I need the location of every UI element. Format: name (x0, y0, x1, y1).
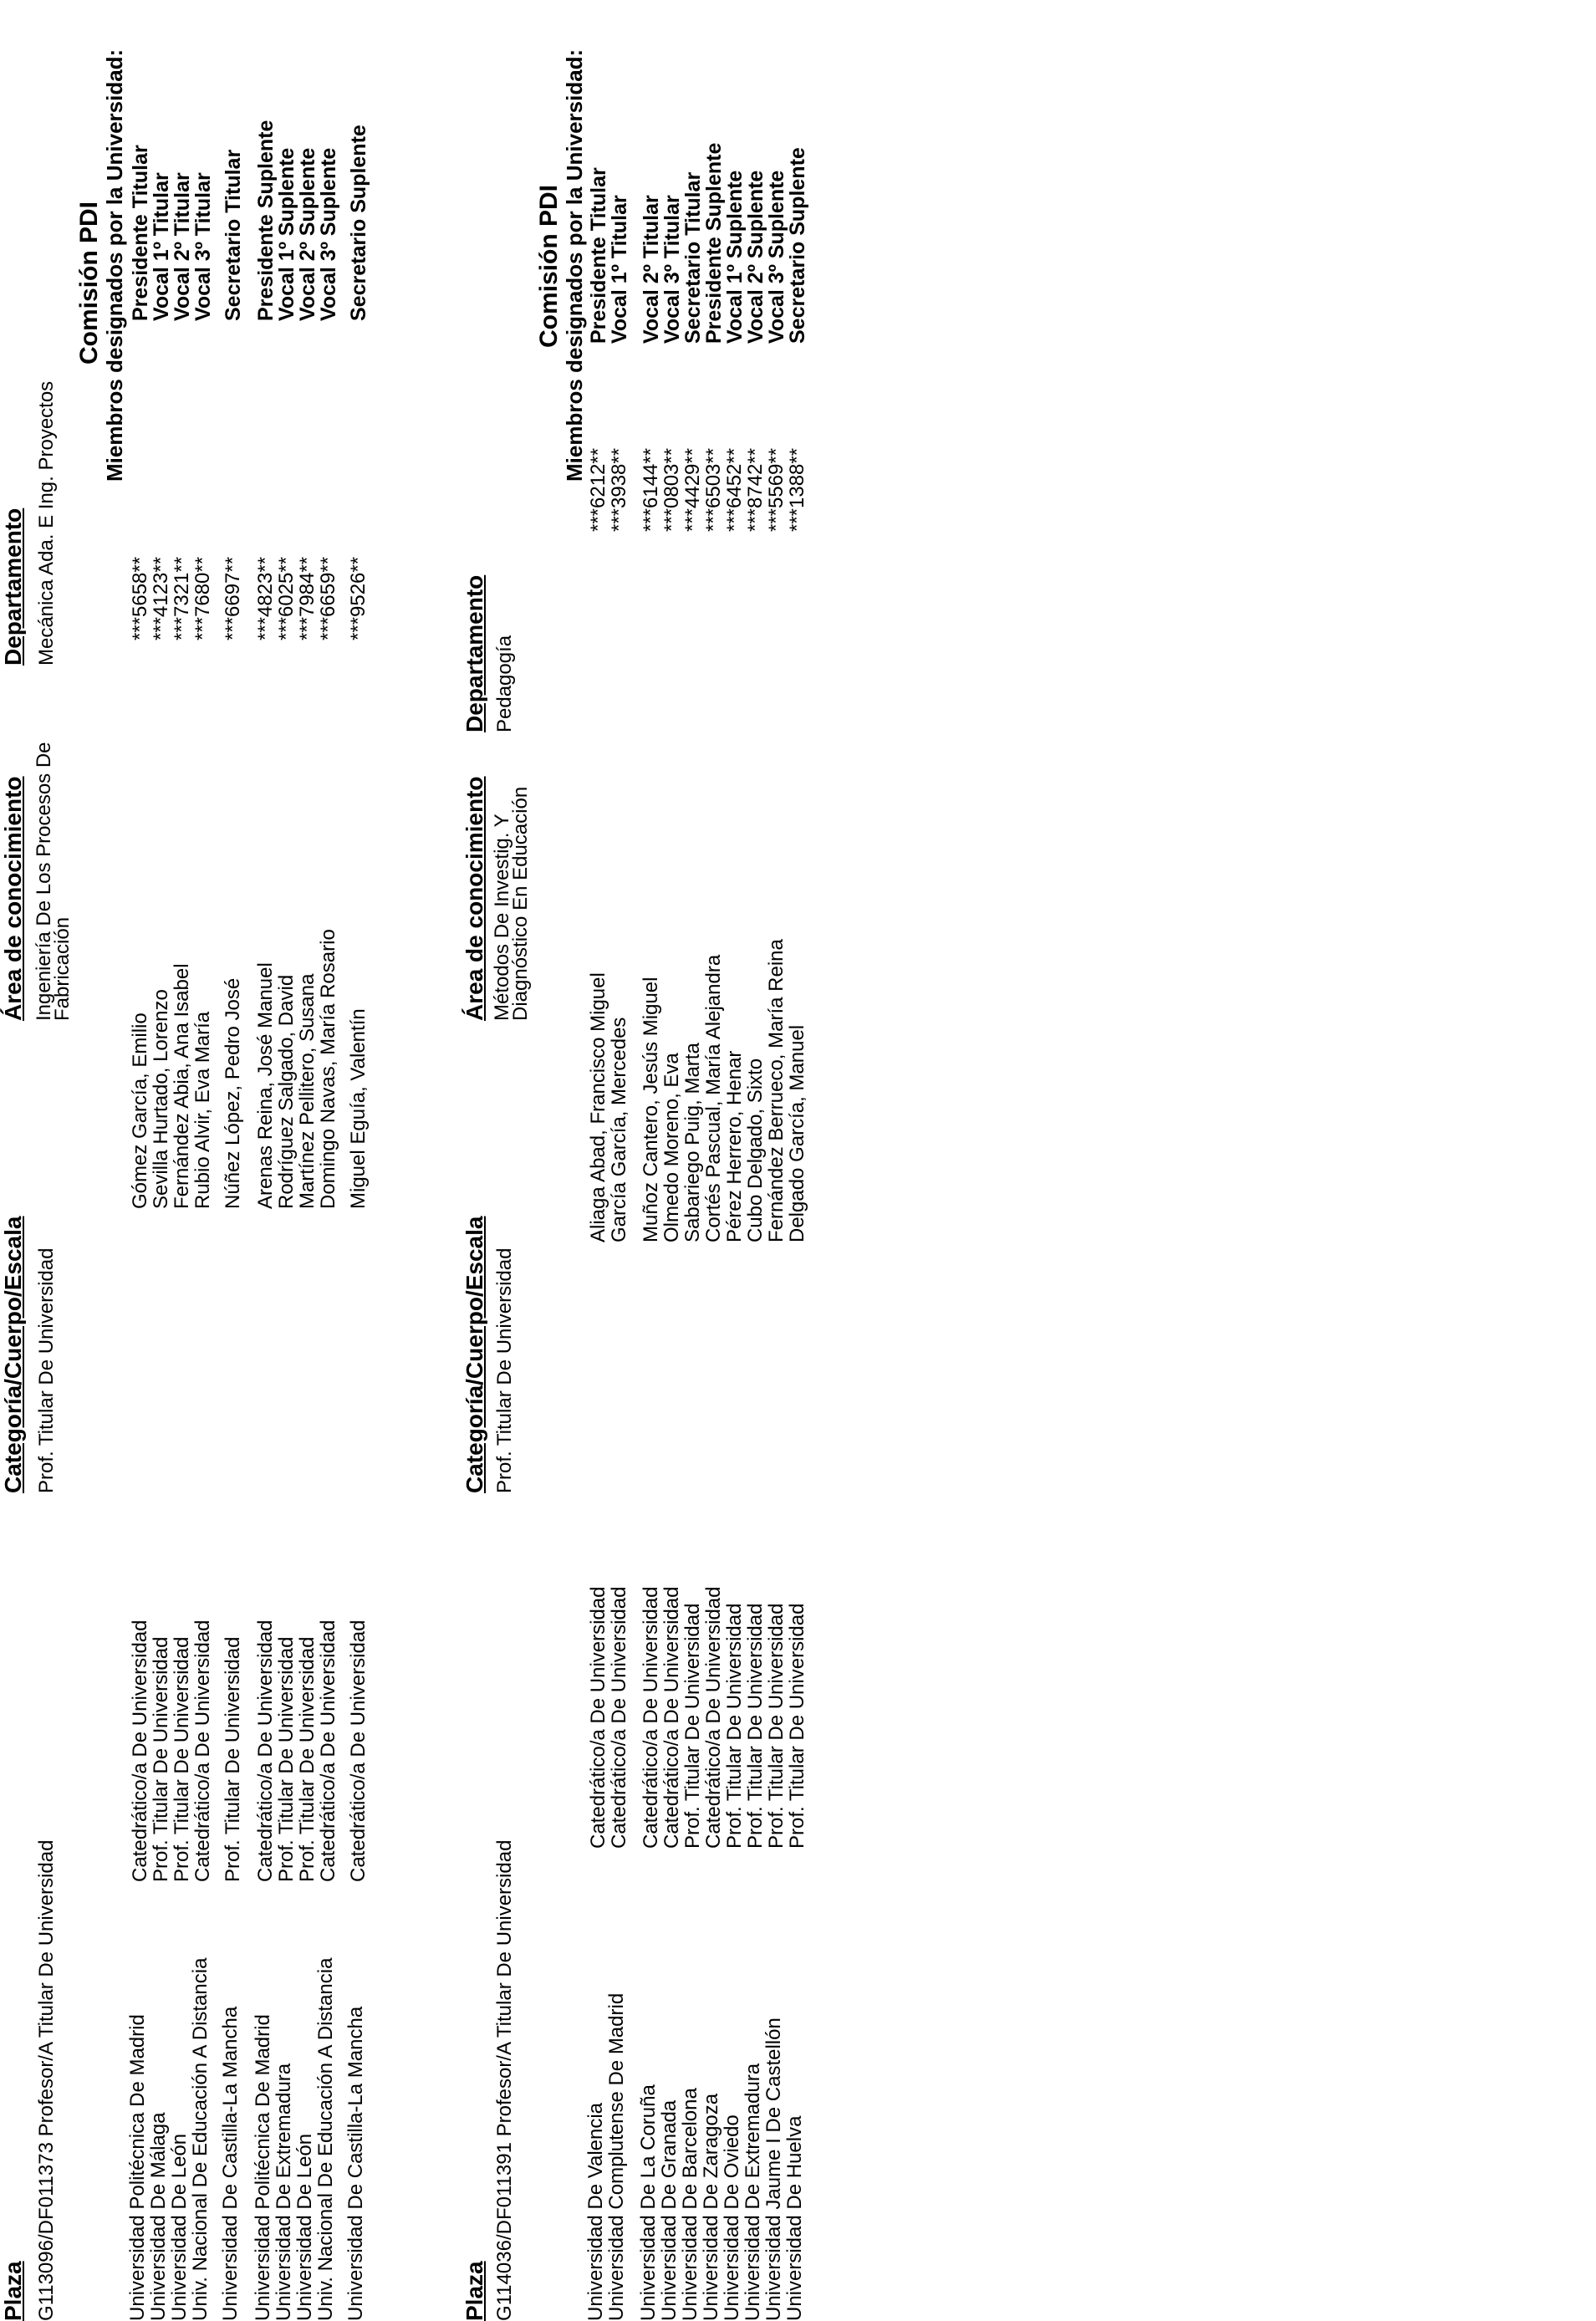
member-category: Catedrático/a De Universidad (347, 1620, 370, 1882)
plaza-header: Plaza (461, 2261, 487, 2321)
member-university: Universidad De Extremadura (273, 2063, 295, 2321)
member-category: Prof. Titular De Universidad (765, 1603, 788, 1849)
member-id: ***6025** (275, 556, 298, 640)
member-category: Prof. Titular De Universidad (150, 1636, 172, 1882)
categoria-header: Categoría/Cuerpo/Escala (461, 1216, 487, 1493)
member-id: ***7984** (296, 556, 319, 640)
member-name: Fernández Abia, Ana Isabel (171, 963, 193, 1209)
member-role: Vocal 3º Titular (660, 195, 684, 344)
member-university: Univ. Nacional De Educación A Distancia (314, 1957, 337, 2321)
member-role: Vocal 3º Suplente (765, 170, 788, 344)
members-title: Miembros designados por la Universidad: (562, 48, 587, 482)
member-category: Catedrático/a De Universidad (317, 1620, 339, 1882)
member-category: Prof. Titular De Universidad (681, 1603, 704, 1849)
member-name: Domingo Navas, María Rosario (317, 929, 339, 1209)
member-id: ***5658** (129, 556, 151, 640)
member-university: Universidad Politécnica De Madrid (252, 2014, 274, 2321)
member-role: Secretario Titular (681, 171, 705, 344)
member-category: Catedrático/a De Universidad (660, 1586, 683, 1849)
departamento-value: Pedagogía (493, 635, 516, 732)
member-role: Secretario Suplente (347, 125, 370, 321)
member-category: Prof. Titular De Universidad (171, 1636, 193, 1882)
member-id: ***6212** (587, 447, 609, 532)
member-university: Universidad De La Coruña (637, 2084, 660, 2321)
member-university: Universidad Jaume I De Castellón (762, 2017, 785, 2321)
categoria-value: Prof. Titular De Universidad (35, 1247, 58, 1493)
member-category: Prof. Titular De Universidad (275, 1636, 298, 1882)
member-id: ***8742** (744, 447, 767, 532)
plaza-value: G114036/DF011391 Profesor/A Titular De Universidad (493, 1839, 516, 2321)
member-name: Rubio Alvir, Eva María (191, 1011, 214, 1209)
member-category: Catedrático/a De Universidad (608, 1586, 630, 1849)
member-id: ***6452** (723, 447, 746, 532)
members-title: Miembros designados por la Universidad: (102, 48, 127, 482)
member-category: Prof. Titular De Universidad (222, 1636, 244, 1882)
member-name: Cortés Pascual, María Alejandra (702, 954, 725, 1242)
member-id: ***6659** (317, 556, 339, 640)
member-id: ***4123** (150, 556, 172, 640)
member-university: Universidad De Extremadura (742, 2063, 764, 2321)
categoria-header: Categoría/Cuerpo/Escala (0, 1216, 26, 1493)
member-id: ***4823** (254, 556, 277, 640)
member-university: Universidad De Castilla-La Mancha (344, 2006, 367, 2321)
member-name: Núñez López, Pedro José (222, 977, 244, 1209)
area-header: Área de conocimiento (461, 776, 487, 1021)
member-university: Universidad De León (293, 2133, 316, 2321)
member-name: Aliaga Abad, Francisco Miguel (587, 972, 609, 1242)
member-university: Universidad De Valencia (584, 2102, 607, 2321)
member-category: Catedrático/a De Universidad (254, 1620, 277, 1882)
member-role: Vocal 1º Titular (608, 195, 631, 344)
member-name: Arenas Reina, José Manuel (254, 962, 277, 1209)
area-value: Ingeniería De Los Procesos De Fabricación (33, 742, 74, 1021)
member-id: ***0803** (660, 447, 683, 532)
member-role: Vocal 1º Suplente (275, 147, 298, 321)
departamento-header: Departamento (461, 574, 487, 732)
member-university: Universidad Politécnica De Madrid (126, 2014, 149, 2321)
member-role: Vocal 2º Suplente (296, 147, 319, 321)
member-category: Prof. Titular De Universidad (296, 1636, 319, 1882)
departamento-header: Departamento (0, 508, 26, 666)
member-id: ***6503** (702, 447, 725, 532)
member-university: Universidad Complutense De Madrid (605, 1992, 628, 2321)
member-role: Vocal 2º Titular (171, 172, 194, 321)
member-university: Universidad De Málaga (147, 2112, 170, 2321)
member-id: ***6144** (640, 447, 662, 532)
member-university: Universidad De Huelva (783, 2115, 806, 2321)
member-name: Olmedo Moreno, Eva (660, 1053, 683, 1242)
member-category: Catedrático/a De Universidad (191, 1620, 214, 1882)
member-category: Catedrático/a De Universidad (702, 1586, 725, 1849)
member-role: Vocal 2º Titular (640, 195, 663, 344)
member-role: Vocal 3º Suplente (317, 147, 340, 321)
member-university: Universidad De Zaragoza (700, 2093, 722, 2321)
member-name: Sabariego Puig, Marta (681, 1043, 704, 1242)
member-university: Universidad De Granada (658, 2099, 681, 2321)
member-university: Univ. Nacional De Educación A Distancia (189, 1957, 212, 2321)
member-id: ***3938** (608, 447, 630, 532)
member-role: Secretario Titular (222, 149, 245, 321)
member-role: Vocal 1º Titular (150, 172, 173, 321)
member-name: Gómez García, Emilio (129, 1013, 151, 1209)
member-name: Sevilla Hurtado, Lorenzo (150, 989, 172, 1209)
member-category: Prof. Titular De Universidad (723, 1603, 746, 1849)
member-role: Vocal 2º Suplente (744, 170, 767, 344)
member-id: ***4429** (681, 447, 704, 532)
plaza-value: G113096/DF011373 Profesor/A Titular De Universidad (35, 1839, 58, 2321)
member-category: Prof. Titular De Universidad (786, 1603, 808, 1849)
member-name: Fernández Berrueco, María Reina (765, 939, 788, 1242)
member-role: Vocal 3º Titular (191, 172, 215, 321)
member-name: Miguel Eguía, Valentín (347, 1008, 370, 1209)
commission-title: Comisión PDI (535, 184, 563, 348)
member-name: Cubo Delgado, Sixto (744, 1058, 767, 1242)
member-name: García García, Mercedes (608, 1017, 630, 1242)
member-university: Universidad De Oviedo (721, 2114, 743, 2321)
departamento-value: Mecánica Ada. E Ing. Proyectos (35, 380, 58, 666)
member-name: Rodríguez Salgado, David (275, 974, 298, 1209)
member-role: Presidente Suplente (702, 142, 726, 344)
member-id: ***7680** (191, 556, 214, 640)
member-id: ***5569** (765, 447, 788, 532)
member-role: Presidente Titular (587, 167, 610, 344)
member-category: Prof. Titular De Universidad (744, 1603, 767, 1849)
categoria-value: Prof. Titular De Universidad (493, 1247, 516, 1493)
member-role: Vocal 1º Suplente (723, 170, 747, 344)
member-name: Muñoz Cantero, Jesús Miguel (640, 977, 662, 1242)
member-name: Delgado García, Manuel (786, 1024, 808, 1242)
member-role: Presidente Titular (129, 145, 152, 321)
area-value: Métodos De Investig. Y Diagnóstico En Educación (491, 786, 532, 1021)
commission-title: Comisión PDI (75, 201, 103, 365)
member-category: Catedrático/a De Universidad (640, 1586, 662, 1849)
member-id: ***6697** (222, 556, 244, 640)
member-id: ***1388** (786, 447, 808, 532)
member-university: Universidad De Castilla-La Mancha (219, 2006, 242, 2321)
member-name: Martínez Pellitero, Susana (296, 973, 319, 1209)
member-university: Universidad De Barcelona (679, 2088, 701, 2321)
area-header: Área de conocimiento (0, 776, 26, 1021)
member-role: Presidente Suplente (254, 120, 278, 321)
member-category: Catedrático/a De Universidad (129, 1620, 151, 1882)
member-role: Secretario Suplente (786, 147, 809, 344)
member-university: Universidad De León (168, 2133, 191, 2321)
member-id: ***9526** (347, 556, 370, 640)
member-category: Catedrático/a De Universidad (587, 1586, 609, 1849)
member-id: ***7321** (171, 556, 193, 640)
plaza-header: Plaza (0, 2261, 26, 2321)
member-name: Pérez Herrero, Henar (723, 1050, 746, 1242)
